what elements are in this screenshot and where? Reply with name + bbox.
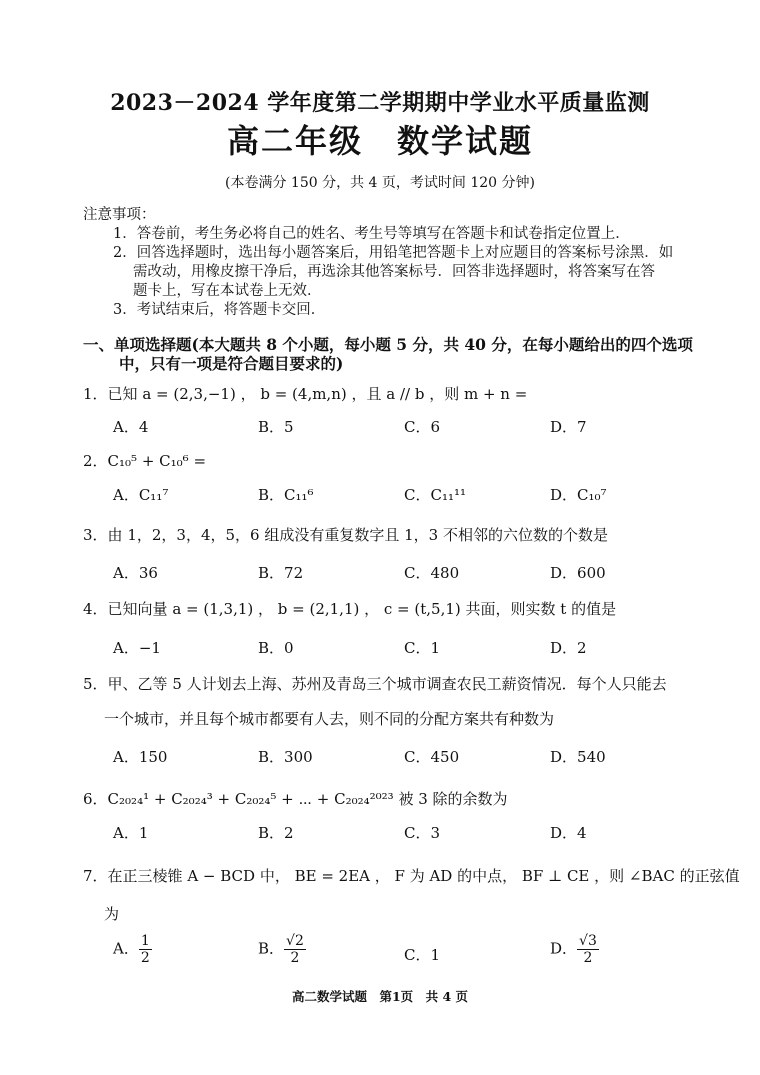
option-b: B．5 <box>258 418 294 436</box>
option-label: B． <box>258 939 285 958</box>
option-d: D．2 <box>550 639 587 657</box>
option-b: B．72 <box>258 564 304 582</box>
question-number: 6． <box>83 790 108 808</box>
option-c: C．6 <box>404 418 441 436</box>
option-c: C．450 <box>404 748 460 766</box>
option-d: D．C₁₀⁷ <box>550 486 607 504</box>
question-text: C₁₀⁵ + C₁₀⁶ = <box>107 452 207 470</box>
option-c: C．480 <box>404 564 460 582</box>
option-d: D．4 <box>550 824 587 842</box>
option-d: D．7 <box>550 418 587 436</box>
section-heading-line1: 一、单项选择题(本大题共 8 个小题，每小题 5 分，共 40 分，在每小题给出的四个选项 <box>83 335 693 354</box>
option-b: B．C₁₁⁶ <box>258 486 314 504</box>
question-7 <box>83 865 740 886</box>
option-a <box>113 933 152 966</box>
exam-title-line2: 高二年级 数学试题 <box>226 122 533 160</box>
page-footer: 高二数学试题 第1页 共 4 页 <box>291 989 469 1004</box>
question-number: 1． <box>83 385 108 403</box>
option-b: B．2 <box>258 824 294 842</box>
option-b: B．0 <box>258 639 294 657</box>
notice-item-3: 3．考试结束后，将答题卡交回． <box>113 302 326 318</box>
question-2 <box>83 450 206 471</box>
exam-subtitle: (本卷满分 150 分，共 4 页，考试时间 120 分钟) <box>225 175 535 191</box>
fraction <box>284 933 306 966</box>
question-number: 4． <box>83 600 108 618</box>
question-5-cont: 一个城市，并且每个城市都要有人去，则不同的分配方案共有种数为 <box>104 710 555 728</box>
option-a: A．1 <box>113 824 149 842</box>
question-5 <box>83 673 667 694</box>
question-6 <box>83 788 508 809</box>
fraction <box>139 933 152 966</box>
option-d <box>550 933 599 966</box>
question-3 <box>83 524 608 545</box>
option-b <box>258 933 306 966</box>
option-c: C．C₁₁¹¹ <box>404 486 467 504</box>
numerator: 1 <box>140 933 150 949</box>
option-d: D．540 <box>550 748 606 766</box>
question-4 <box>83 598 616 619</box>
question-text: C₂₀₂₄¹ + C₂₀₂₄³ + C₂₀₂₄⁵ + ⋯ + C₂₀₂₄²⁰²³ 被 3 除的余数为 <box>107 790 508 808</box>
question-number: 5． <box>83 675 108 693</box>
option-a: A．C₁₁⁷ <box>113 486 169 504</box>
option-b: B．300 <box>258 748 313 766</box>
question-text: 已知 a = (2,3,−1) ， b = (4,m,n) ，且 a // b ，则 m + n = <box>107 385 528 403</box>
option-a: A．150 <box>113 748 168 766</box>
exam-title-line1: 2023－2024 学年度第二学期期中学业水平质量监测 <box>110 90 650 116</box>
notice-item-2-cont: 需改动，用橡皮擦干净后，再选涂其他答案标号．回答非选择题时，将答案写在答 <box>133 264 655 280</box>
option-c: C．1 <box>404 946 441 964</box>
notice-item-2: 2．回答选择题时，选出每小题答案后，用铅笔把答题卡上对应题目的答案标号涂黑．如 <box>113 245 674 261</box>
option-c: C．1 <box>404 639 441 657</box>
notice-heading: 注意事项： <box>83 207 156 223</box>
notice-item-2-cont2: 题卡上，写在本试卷上无效． <box>133 283 322 299</box>
question-number: 7． <box>83 867 108 885</box>
denominator: 2 <box>583 950 593 966</box>
question-7-cont: 为 <box>104 905 120 923</box>
denominator: 2 <box>140 950 150 966</box>
question-text: 由 1，2，3，4，5，6 组成没有重复数字且 1，3 不相邻的六位数的个数是 <box>107 526 608 544</box>
option-a: A．36 <box>113 564 158 582</box>
question-number: 2． <box>83 452 108 470</box>
option-c: C．3 <box>404 824 441 842</box>
notice-item-1: 1．答卷前，考生务必将自己的姓名、考生号等填写在答题卡和试卷指定位置上． <box>113 226 630 242</box>
question-text: 甲、乙等 5 人计划去上海、苏州及青岛三个城市调查农民工薪资情况．每个人只能去 <box>107 675 667 693</box>
question-number: 3． <box>83 526 108 544</box>
option-a: A．−1 <box>113 639 161 657</box>
option-d: D．600 <box>550 564 606 582</box>
question-1 <box>83 383 527 404</box>
question-text: 已知向量 a = (1,3,1) ， b = (2,1,1) ， c = (t,5,1) 共面，则实数 t 的值是 <box>107 600 617 618</box>
numerator: √2 <box>286 933 304 949</box>
section-heading-line2: 中，只有一项是符合题目要求的) <box>119 354 344 373</box>
option-label: A． <box>113 939 139 958</box>
denominator: 2 <box>290 950 300 966</box>
numerator: √3 <box>579 933 597 949</box>
fraction <box>577 933 599 966</box>
option-a: A．4 <box>113 418 149 436</box>
question-text: 在正三棱锥 A − BCD 中， BE = 2EA ， F 为 AD 的中点， BF ⊥ CE ，则 ∠BAC 的正弦值 <box>107 867 740 885</box>
option-label: D． <box>550 939 578 958</box>
